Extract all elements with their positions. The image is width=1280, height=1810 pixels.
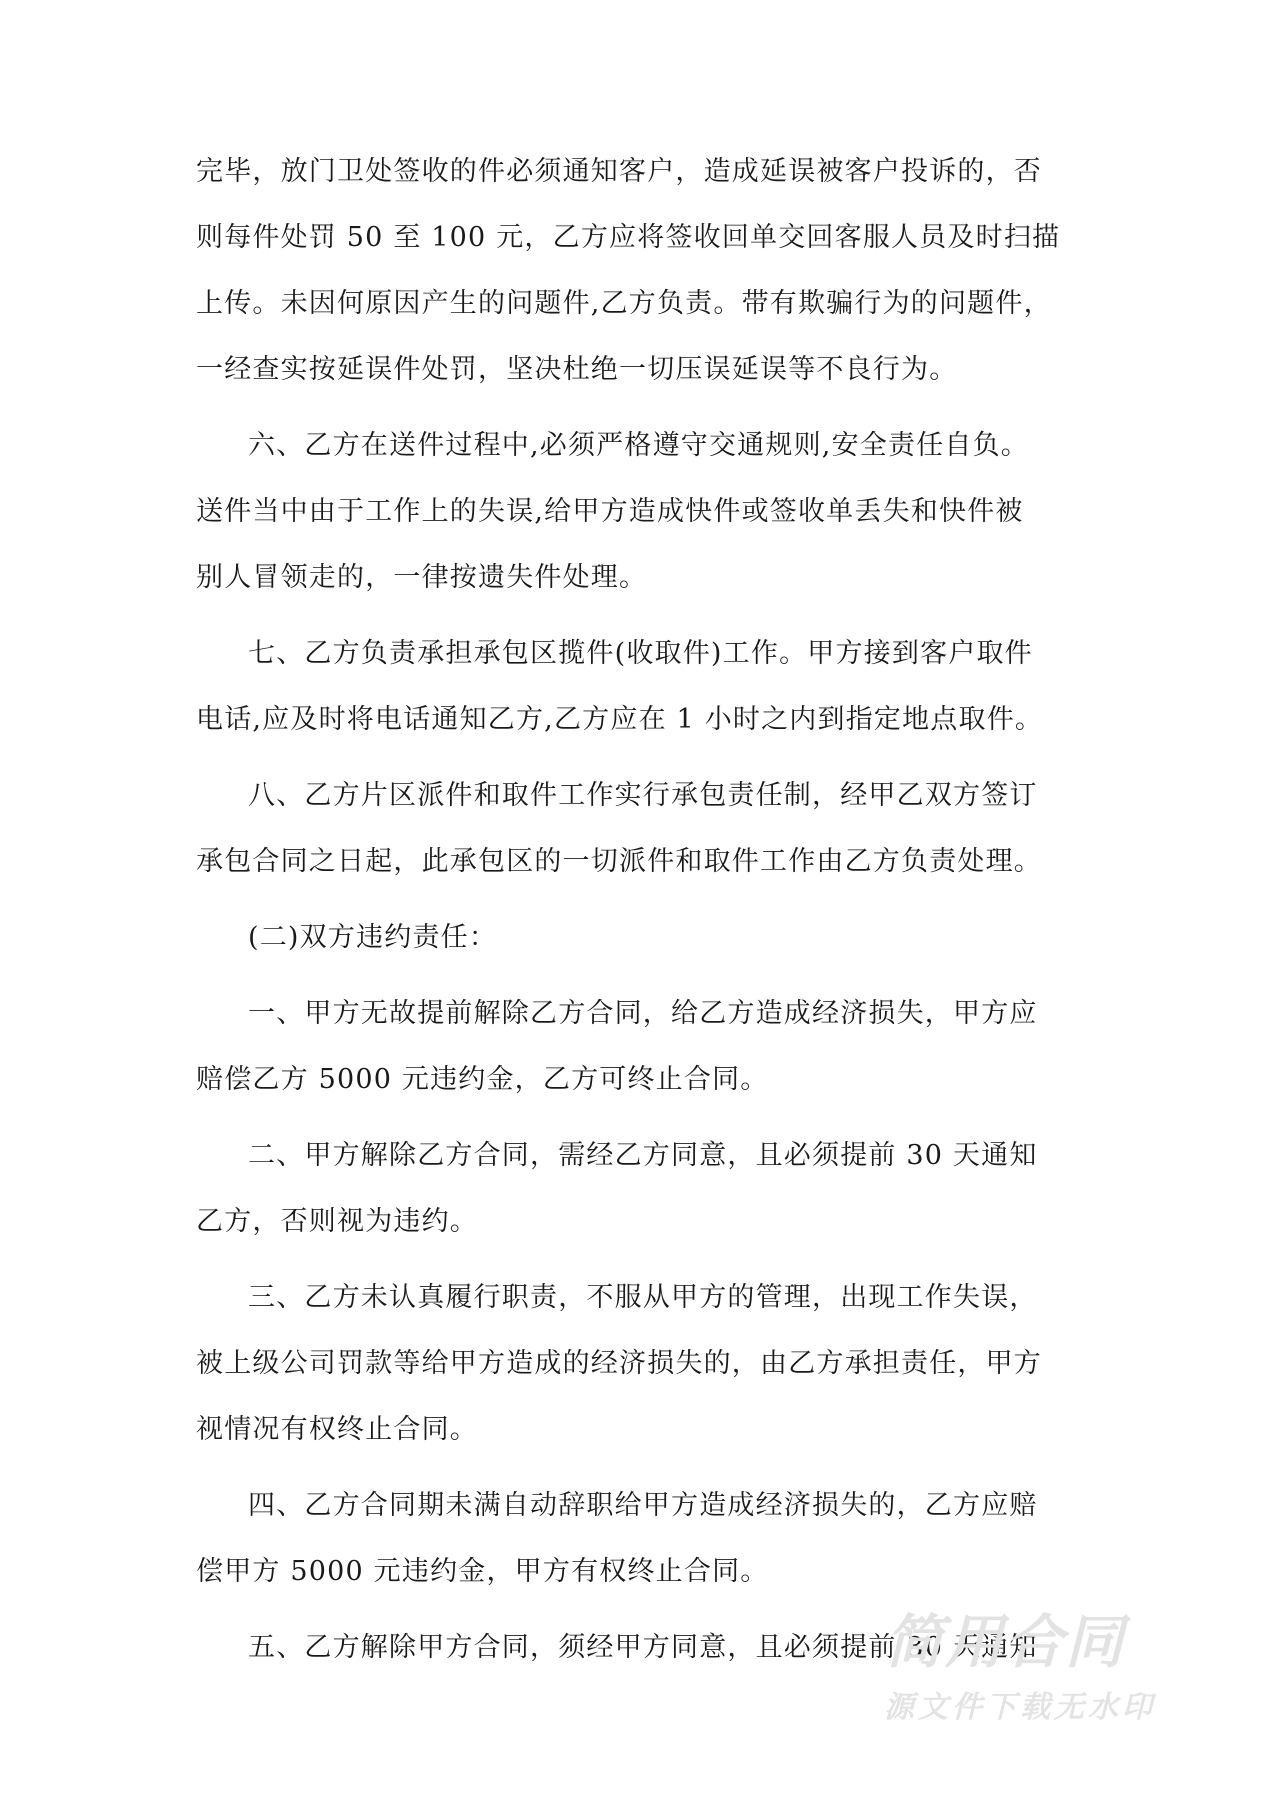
- text-line: 承包合同之日起，此承包区的一切派件和取件工作由乙方负责处理。: [196, 846, 1042, 877]
- clause-5-start: 五、乙方解除甲方合同，须经甲方同意，且必须提前 30 天通知: [248, 1632, 1038, 1663]
- text-line: 视情况有权终止合同。: [196, 1414, 478, 1445]
- text-line: 完毕，放门卫处签收的件必须通知客户，造成延误被客户投诉的，否: [196, 156, 1042, 187]
- watermark-subtitle: 源文件下载无水印: [884, 1690, 1156, 1725]
- paragraph-7-start: 七、乙方负责承担承包区揽件(收取件)工作。甲方接到客户取件: [248, 638, 1033, 669]
- section-heading-breach-liability: (二)双方违约责任：: [248, 922, 498, 953]
- text-line: 偿甲方 5000 元违约金，甲方有权终止合同。: [196, 1556, 769, 1587]
- watermark-title: 简用合同: [885, 1608, 1126, 1676]
- clause-2-start: 二、甲方解除乙方合同，需经乙方同意，且必须提前 30 天通知: [248, 1140, 1038, 1171]
- text-line: 电话,应及时将电话通知乙方,乙方应在 1 小时之内到指定地点取件。: [196, 704, 1044, 735]
- text-line: 别人冒领走的，一律按遗失件处理。: [196, 562, 648, 593]
- text-line: 一经查实按延误件处罚，坚决杜绝一切压误延误等不良行为。: [196, 354, 958, 385]
- text-line: 上传。未因何原因产生的问题件,乙方负责。带有欺骗行为的问题件，: [196, 288, 1052, 319]
- text-line: 乙方，否则视为违约。: [196, 1206, 478, 1237]
- clause-3-start: 三、乙方未认真履行职责，不服从甲方的管理，出现工作失误，: [248, 1282, 1038, 1313]
- text-line: 被上级公司罚款等给甲方造成的经济损失的，由乙方承担责任，甲方: [196, 1348, 1042, 1379]
- text-line: 送件当中由于工作上的失误,给甲方造成快件或签收单丢失和快件被: [196, 496, 1024, 527]
- paragraph-8-start: 八、乙方片区派件和取件工作实行承包责任制，经甲乙双方签订: [248, 780, 1038, 811]
- paragraph-6-start: 六、乙方在送件过程中,必须严格遵守交通规则,安全责任自负。: [248, 430, 1029, 461]
- clause-4-start: 四、乙方合同期未满自动辞职给甲方造成经济损失的，乙方应赔: [248, 1490, 1038, 1521]
- clause-1-start: 一、甲方无故提前解除乙方合同，给乙方造成经济损失，甲方应: [248, 998, 1038, 1029]
- text-line: 赔偿乙方 5000 元违约金，乙方可终止合同。: [196, 1064, 769, 1095]
- text-line: 则每件处罚 50 至 100 元，乙方应将签收回单交回客服人员及时扫描: [196, 222, 1061, 253]
